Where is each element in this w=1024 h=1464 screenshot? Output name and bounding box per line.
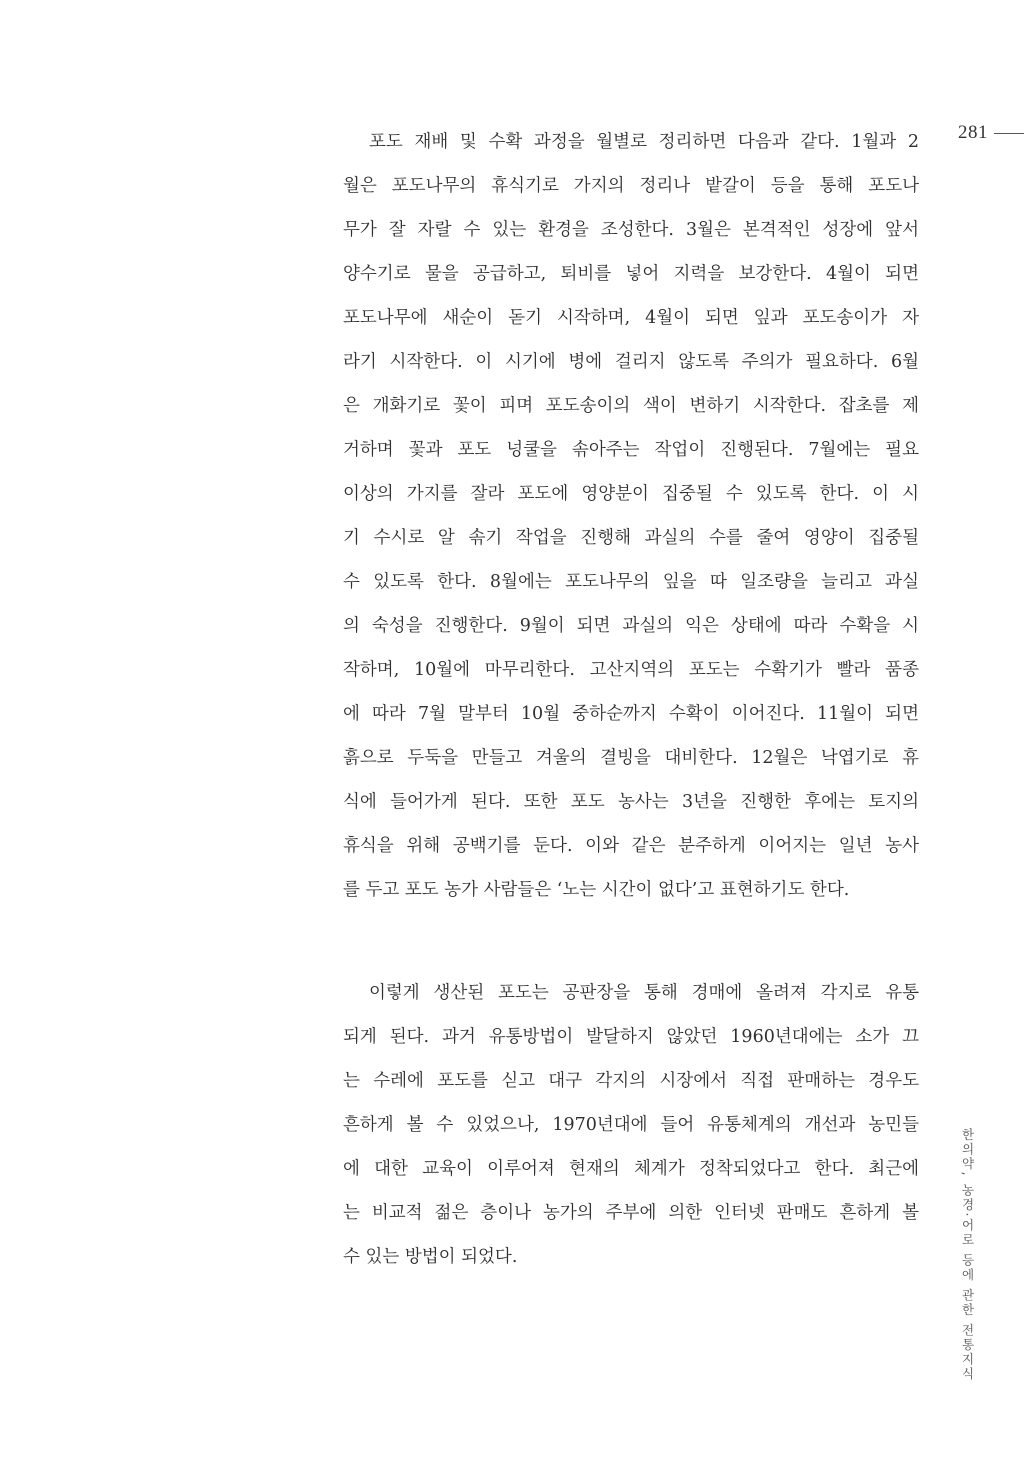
text-line: 되게 된다. 과거 유통방법이 발달하지 않았던 1960년대에는 소가 끄: [343, 1027, 919, 1047]
text-line: 에 대한 교육이 이루어져 현재의 체계가 정착되었다고 한다. 최근에: [343, 1159, 919, 1179]
text-line: 무가 잘 자랄 수 있는 환경을 조성한다. 3월은 본격적인 성장에 앞서: [343, 220, 919, 240]
text-line: 식에 들어가게 된다. 또한 포도 농사는 3년을 진행한 후에는 토지의: [343, 792, 919, 812]
text-line: 이렇게 생산된 포도는 공판장을 통해 경매에 올려져 각지로 유통: [369, 983, 919, 1003]
text-line: 기 수시로 알 솎기 작업을 진행해 과실의 수를 줄여 영양이 집중될: [343, 528, 919, 548]
paragraph: [343, 120, 919, 912]
text-line: 를 두고 포도 농가 사람들은 ‘노는 시간이 없다’고 표현하기도 한다.: [343, 880, 850, 900]
paragraph: [343, 971, 919, 1279]
text-line: 는 비교적 젊은 층이나 농가의 주부에 의한 인터넷 판매도 흔하게 볼: [343, 1203, 919, 1223]
text-line: 이상의 가지를 잘라 포도에 영양분이 집중될 수 있도록 한다. 이 시: [343, 484, 919, 504]
page-number-rule: [994, 133, 1024, 134]
text-line: 휴식을 위해 공백기를 둔다. 이와 같은 분주하게 이어지는 일년 농사: [343, 836, 919, 856]
text-line: 의 숙성을 진행한다. 9월이 되면 과실의 익은 상태에 따라 수확을 시: [343, 616, 919, 636]
text-line: 수 있는 방법이 되었다.: [343, 1247, 518, 1267]
text-line: 흙으로 두둑을 만들고 겨울의 결빙을 대비한다. 12월은 낙엽기로 휴: [343, 748, 919, 768]
text-line: 포도 재배 및 수확 과정을 월별로 정리하면 다음과 같다. 1월과 2: [369, 132, 919, 152]
text-line: 작하며, 10월에 마무리한다. 고산지역의 포도는 수확기가 빨라 품종: [343, 660, 919, 680]
text-line: 포도나무에 새순이 돋기 시작하며, 4월이 되면 잎과 포도송이가 자: [343, 308, 919, 328]
text-line: 은 개화기로 꽃이 피며 포도송이의 색이 변하기 시작한다. 잡초를 제: [343, 396, 919, 416]
text-line: 수 있도록 한다. 8월에는 포도나무의 잎을 따 일조량을 늘리고 과실: [343, 572, 919, 592]
text-line: 라기 시작한다. 이 시기에 병에 걸리지 않도록 주의가 필요하다. 6월: [343, 352, 919, 372]
body-text: [343, 120, 919, 1279]
page-header: [958, 122, 1024, 144]
text-line: 월은 포도나무의 휴식기로 가지의 정리나 밭갈이 등을 통해 포도나: [343, 176, 919, 196]
text-line: 에 따라 7월 말부터 10월 중하순까지 수확이 이어진다. 11월이 되면: [343, 704, 919, 724]
running-title: 한의약, 농경·어로 등에 관한 전통지식: [960, 1128, 975, 1382]
text-line: 거하며 꽃과 포도 넝쿨을 솎아주는 작업이 진행된다. 7월에는 필요: [343, 440, 919, 460]
paragraph-spacer: [343, 912, 919, 971]
text-line: 흔하게 볼 수 있었으나, 1970년대에 들어 유통체계의 개선과 농민들: [343, 1115, 919, 1135]
text-line: 는 수레에 포도를 싣고 대구 각지의 시장에서 직접 판매하는 경우도: [343, 1071, 919, 1091]
page-number: 281: [958, 122, 988, 143]
text-line: 양수기로 물을 공급하고, 퇴비를 넣어 지력을 보강한다. 4월이 되면: [343, 264, 919, 284]
